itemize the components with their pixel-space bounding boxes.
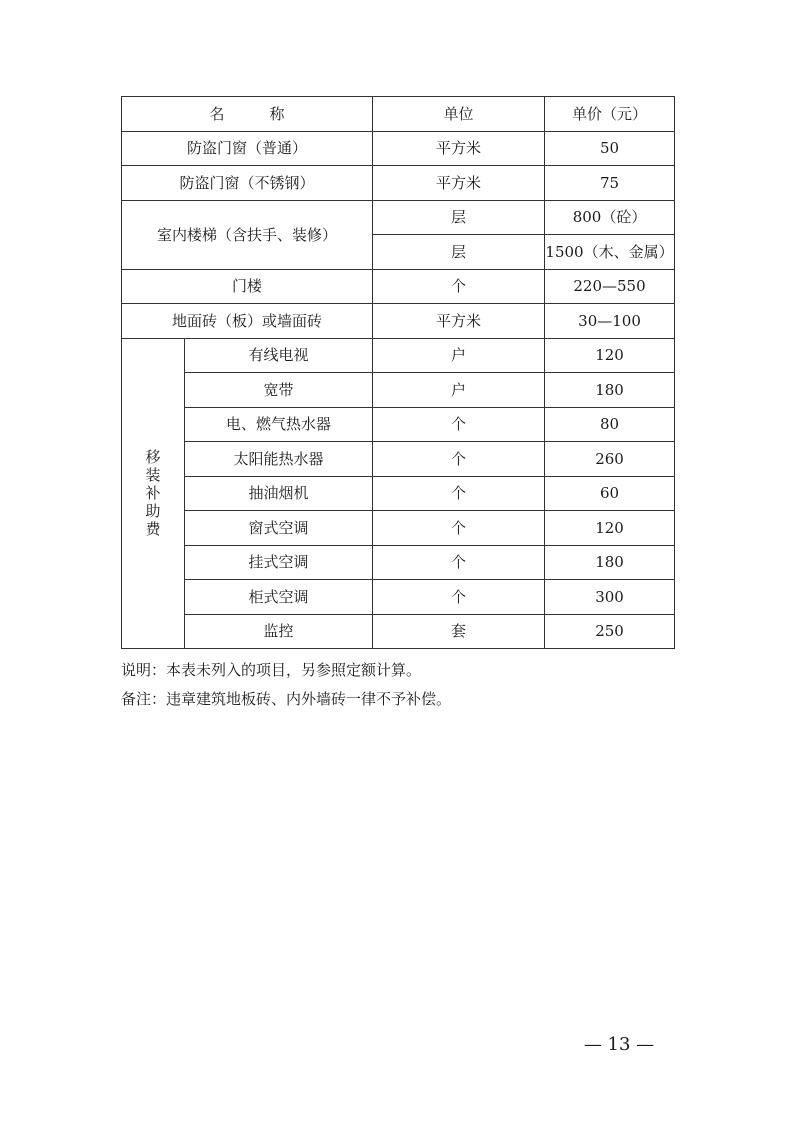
item-unit: 个 [373, 442, 545, 477]
item-unit: 户 [373, 338, 545, 373]
item-name: 窗式空调 [185, 511, 373, 546]
header-name: 名 称 [122, 97, 373, 132]
item-price: 250 [545, 614, 675, 649]
item-name: 防盗门窗（不锈钢） [122, 166, 373, 201]
table-row [122, 442, 675, 477]
item-name: 监控 [185, 614, 373, 649]
item-name: 宽带 [185, 373, 373, 408]
item-price: 120 [545, 511, 675, 546]
item-unit: 个 [373, 580, 545, 615]
table-row [122, 545, 675, 580]
item-unit: 平方米 [373, 166, 545, 201]
item-price: 300 [545, 580, 675, 615]
item-name: 门楼 [122, 269, 373, 304]
item-price: 30—100 [545, 304, 675, 339]
item-price: 180 [545, 373, 675, 408]
item-name: 柜式空调 [185, 580, 373, 615]
item-name: 地面砖（板）或墙面砖 [122, 304, 373, 339]
item-price: 220—550 [545, 269, 675, 304]
item-unit: 层 [373, 200, 545, 235]
table-row [122, 373, 675, 408]
item-unit: 平方米 [373, 131, 545, 166]
header-unit: 单位 [373, 97, 545, 132]
page-number: — 13 — [583, 1034, 655, 1055]
item-unit: 户 [373, 373, 545, 408]
table-row [122, 166, 675, 201]
table-row [122, 200, 675, 235]
table-row [122, 131, 675, 166]
table-row [122, 407, 675, 442]
item-name: 室内楼梯（含扶手、装修） [122, 200, 373, 269]
table-row [122, 511, 675, 546]
table-header-row [122, 97, 675, 132]
item-price: 50 [545, 131, 675, 166]
item-name: 挂式空调 [185, 545, 373, 580]
compensation-price-table [121, 96, 675, 649]
item-unit: 个 [373, 545, 545, 580]
item-unit: 个 [373, 476, 545, 511]
item-unit: 套 [373, 614, 545, 649]
item-name: 有线电视 [185, 338, 373, 373]
item-unit: 平方米 [373, 304, 545, 339]
table-row [122, 476, 675, 511]
item-price: 1500（木、金属） [545, 235, 675, 270]
item-unit: 个 [373, 269, 545, 304]
item-price: 260 [545, 442, 675, 477]
item-price: 75 [545, 166, 675, 201]
item-name: 防盗门窗（普通） [122, 131, 373, 166]
item-price: 120 [545, 338, 675, 373]
relocation-group-label: 移 装 补 助 费 [122, 338, 185, 649]
item-name: 电、燃气热水器 [185, 407, 373, 442]
table-row [122, 269, 675, 304]
item-price: 180 [545, 545, 675, 580]
header-price: 单价（元） [545, 97, 675, 132]
item-price: 60 [545, 476, 675, 511]
item-name: 太阳能热水器 [185, 442, 373, 477]
item-unit: 个 [373, 407, 545, 442]
table-row [122, 614, 675, 649]
table-row [122, 338, 675, 373]
remark-note: 备注：违章建筑地板砖、内外墙砖一律不予补偿。 [121, 690, 452, 708]
item-price: 800（砼） [545, 200, 675, 235]
table-row [122, 304, 675, 339]
item-unit: 个 [373, 511, 545, 546]
explanation-note: 说明：本表未列入的项目，另参照定额计算。 [121, 661, 422, 679]
item-name: 抽油烟机 [185, 476, 373, 511]
table-row [122, 580, 675, 615]
table-notes [121, 656, 681, 714]
item-price: 80 [545, 407, 675, 442]
item-unit: 层 [373, 235, 545, 270]
